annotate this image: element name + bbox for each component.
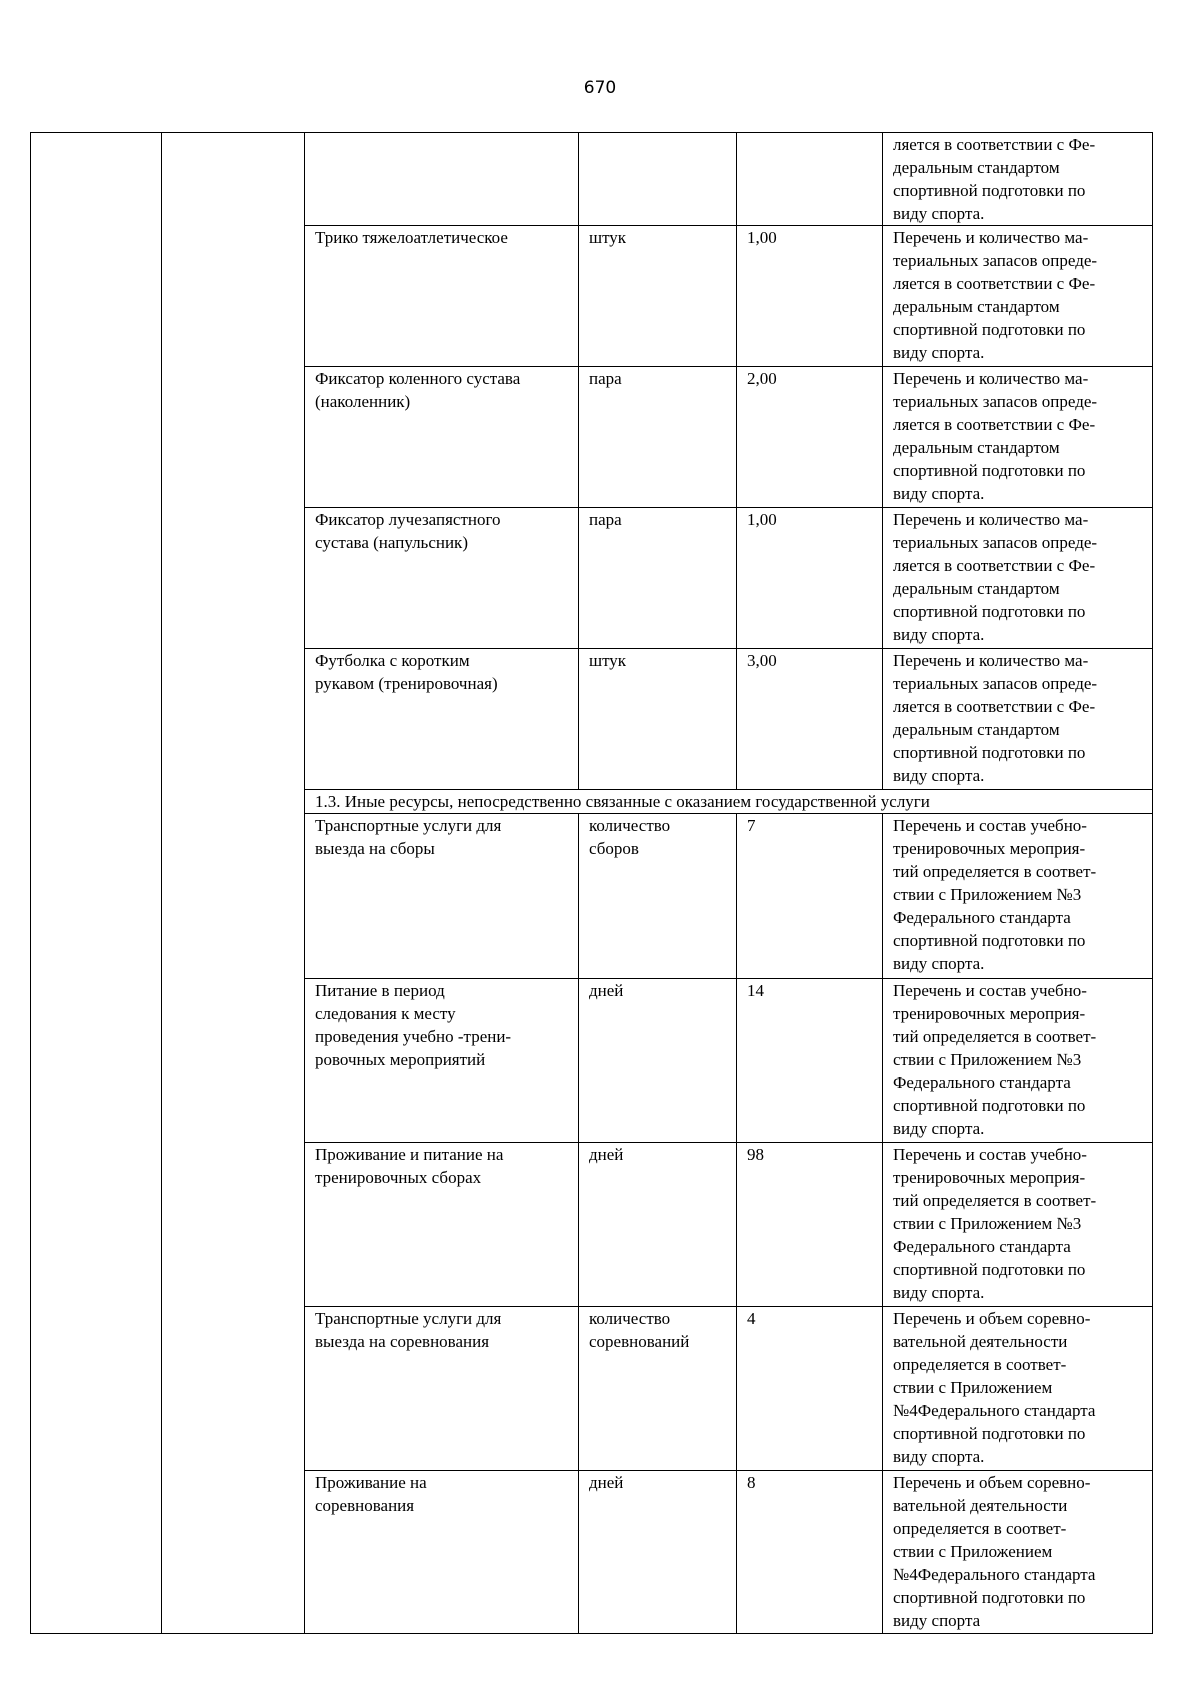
- merged-cell-col1: [31, 133, 162, 1634]
- item-name-cell: Трико тяжелоатлетическое: [305, 226, 579, 367]
- table-row: [31, 133, 1153, 226]
- value-cell: 98: [737, 1143, 883, 1307]
- value-cell: 1,00: [737, 226, 883, 367]
- value-cell: 3,00: [737, 649, 883, 790]
- unit-cell: пара: [579, 508, 737, 649]
- item-name-cell: Проживание и питание на тренировочных сборах: [305, 1143, 579, 1307]
- value-cell: 2,00: [737, 367, 883, 508]
- note-cell: Перечень и количество ма- териальных запасов опреде- ляется в соответствии с Фе- деральным стандартом спортивной подготовки по виду спорта.: [883, 226, 1153, 367]
- merged-cell-col2: [162, 133, 305, 1634]
- unit-cell: дней: [579, 1143, 737, 1307]
- unit-cell: дней: [579, 979, 737, 1143]
- value-cell: [737, 133, 883, 226]
- note-cell: Перечень и объем соревно- вательной деятельности определяется в соответ- ствии с Приложением №4Федерального стандарта спортивной подготовки по виду спорта: [883, 1471, 1153, 1634]
- value-cell: 4: [737, 1307, 883, 1471]
- unit-cell: количество сборов: [579, 814, 737, 979]
- value-cell: 1,00: [737, 508, 883, 649]
- item-name-cell: [305, 133, 579, 226]
- item-name-cell: Питание в период следования к месту проведения учебно -трени- ровочных мероприятий: [305, 979, 579, 1143]
- note-cell: Перечень и состав учебно- тренировочных мероприя- тий определяется в соответ- ствии с Приложением №3 Федерального стандарта спортивной подготовки по виду спорта.: [883, 1143, 1153, 1307]
- item-name-cell: Проживание на соревнования: [305, 1471, 579, 1634]
- unit-cell: штук: [579, 226, 737, 367]
- item-name-cell: Фиксатор лучезапястного сустава (напульсник): [305, 508, 579, 649]
- unit-cell: штук: [579, 649, 737, 790]
- value-cell: 7: [737, 814, 883, 979]
- note-cell: Перечень и объем соревно- вательной деятельности определяется в соответ- ствии с Приложением №4Федерального стандарта спортивной подготовки по виду спорта.: [883, 1307, 1153, 1471]
- unit-cell: дней: [579, 1471, 737, 1634]
- note-cell: Перечень и состав учебно- тренировочных мероприя- тий определяется в соответ- ствии с Приложением №3 Федерального стандарта спортивной подготовки по виду спорта.: [883, 979, 1153, 1143]
- note-cell: ляется в соответствии с Фе- деральным стандартом спортивной подготовки по виду спорта.: [883, 133, 1153, 226]
- value-cell: 8: [737, 1471, 883, 1634]
- item-name-cell: Транспортные услуги для выезда на сборы: [305, 814, 579, 979]
- page-number: 670: [583, 78, 617, 98]
- note-cell: Перечень и количество ма- териальных запасов опреде- ляется в соответствии с Фе- деральным стандартом спортивной подготовки по виду спорта.: [883, 367, 1153, 508]
- section-title: 1.3. Иные ресурсы, непосредственно связанные с оказанием государственной услуги: [305, 790, 1153, 814]
- item-name-cell: Транспортные услуги для выезда на соревнования: [305, 1307, 579, 1471]
- unit-cell: [579, 133, 737, 226]
- unit-cell: пара: [579, 367, 737, 508]
- value-cell: 14: [737, 979, 883, 1143]
- note-cell: Перечень и количество ма- териальных запасов опреде- ляется в соответствии с Фе- деральным стандартом спортивной подготовки по виду спорта.: [883, 508, 1153, 649]
- resource-table: [30, 132, 1153, 1634]
- note-cell: Перечень и состав учебно- тренировочных мероприя- тий определяется в соответ- ствии с Приложением №3 Федерального стандарта спортивной подготовки по виду спорта.: [883, 814, 1153, 979]
- note-cell: Перечень и количество ма- териальных запасов опреде- ляется в соответствии с Фе- деральным стандартом спортивной подготовки по виду спорта.: [883, 649, 1153, 790]
- unit-cell: количество соревнований: [579, 1307, 737, 1471]
- item-name-cell: Фиксатор коленного сустава (наколенник): [305, 367, 579, 508]
- item-name-cell: Футболка с коротким рукавом (тренировочная): [305, 649, 579, 790]
